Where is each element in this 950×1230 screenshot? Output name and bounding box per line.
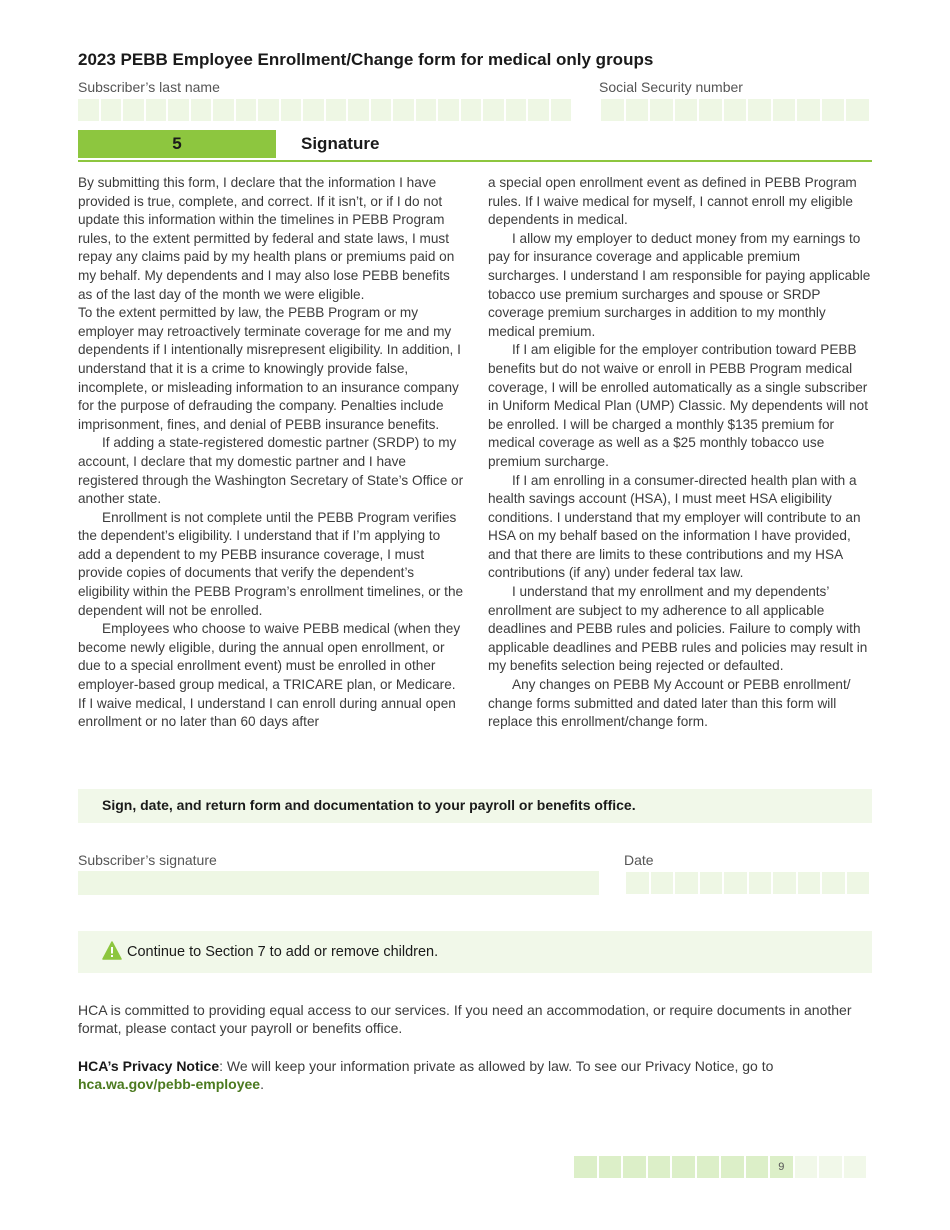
declaration-paragraph: Enrollment is not complete until the PEBB Program verifies the dependent’s eligibility. I understand that if I’m applying to add a dependent to my PEBB insurance coverage, I must provide copies of documents that verify the dependent’s eligibility within the PEBB Program’s enrollment timelines, or the dependent will not be enrolled. <box>78 509 464 618</box>
declaration-left-column <box>78 174 464 732</box>
declaration-paragraph: I understand that my enrollment and my dependents’ enrollment are subject to my adherence to all applicable deadlines and PEBB rules and policies. Failure to comply with applicable deadlines and PEBB rules and policies may result in my benefits selection being rejected or defaulted. <box>488 584 868 674</box>
accessibility-note: HCA is committed to providing equal access to our services. If you need an accommodation, or require documents in another format, please contact your payroll or benefits office. <box>78 1002 852 1036</box>
privacy-notice <box>78 1057 878 1093</box>
form-title: 2023 PEBB Employee Enrollment/Change form for medical only groups <box>78 50 654 69</box>
signature-field[interactable] <box>78 871 599 895</box>
privacy-label: HCA’s Privacy Notice <box>78 1058 220 1074</box>
sign-instruction: Sign, date, and return form and documentation to your payroll or benefits office. <box>102 797 636 813</box>
declaration-paragraph: Any changes on PEBB My Account or PEBB enrollment/ change forms submitted and dated later than this form will replace this enrollment/change form. <box>488 677 851 730</box>
declaration-paragraph: I allow my employer to deduct money from my earnings to pay for insurance coverage and applicable premium surcharges. I understand I am responsible for paying applicable tobacco use premium surcharges and spouse or SRDP coverage premium surcharges in addition to my monthly medical premium. <box>488 230 871 339</box>
declaration-paragraph: a special open enrollment event as defined in PEBB Program rules. If I waive medical for myself, I cannot enroll my eligible dependents in medical. <box>488 175 857 228</box>
sign-instruction-box <box>78 789 872 823</box>
page-indicator <box>574 1156 866 1178</box>
declaration-paragraph: If adding a state-registered domestic partner (SRDP) to my account, I declare that my domestic partner and I have registered through the Washington Secretary of State’s Office or another state. <box>78 435 464 507</box>
privacy-text: : We will keep your information private as allowed by law. To see our Privacy Notice, go to <box>219 1058 774 1074</box>
ssn-label: Social Security number <box>599 79 743 95</box>
last-name-field[interactable] <box>78 99 571 121</box>
warning-icon <box>102 941 122 960</box>
section-header <box>78 130 872 162</box>
last-name-label: Subscriber’s last name <box>78 79 220 95</box>
declaration-paragraph: Employees who choose to waive PEBB medical (when they become newly eligible, during the annual open enrollment, or due to a special enrollment event) must be enrolled in other employer-based group medical, a TRICARE plan, or Medicare. If I waive medical, I understand I can enroll during annual open enrollment or no later than 60 days after <box>78 621 461 730</box>
privacy-link[interactable]: hca.wa.gov/pebb-employee <box>78 1076 261 1092</box>
date-label: Date <box>624 852 654 868</box>
signature-label: Subscriber’s signature <box>78 852 217 868</box>
privacy-end: . <box>260 1076 264 1092</box>
declaration-paragraph: If I am enrolling in a consumer-directed health plan with a health savings account (HSA), I must meet HSA eligibility conditions. I understand that my employer will contribute to an HSA on my behalf based on the information I have provided, and that there are limits to these contributions and my HSA contributions (if any) under federal tax law. <box>488 472 861 581</box>
date-field[interactable] <box>626 872 869 894</box>
declaration-paragraph: To the extent permitted by law, the PEBB Program or my employer may retroactively terminate coverage for me and my dependents if I intentionally misrepresent eligibility. In addition, I understand that it is a crime to knowingly provide false, incomplete, or misleading information to an insurance company for the purpose of defrauding the company. Penalties include imprisonment, fines, and denial of PEBB insurance benefits. <box>78 305 461 432</box>
page-number: 9 <box>770 1156 793 1178</box>
warning-text: Continue to Section 7 to add or remove children. <box>127 944 439 960</box>
declaration-paragraph: By submitting this form, I declare that the information I have provided is true, complete, and correct. If it isn’t, or if I do not update this information within the timelines in PEBB Program rules, to the extent permitted by federal and state laws, I must repay any claims paid by my health plans or premiums paid on my behalf. My dependents and I may also lose PEBB benefits as of the last day of the month we were eligible. <box>78 175 455 302</box>
section-title: Signature <box>301 134 380 153</box>
ssn-field[interactable] <box>601 99 869 121</box>
section-number: 5 <box>78 130 276 158</box>
warning-box <box>78 931 872 973</box>
declaration-paragraph: If I am eligible for the employer contribution toward PEBB benefits but do not waive or enroll in PEBB Program medical coverage, I will be enrolled automatically as a single subscriber in Uniform Medical Plan (UMP) Classic. My dependents will not be enrolled. I will be charged a monthly $135 premium for medical coverage as well as a $25 monthly tobacco use premium surcharge. <box>488 342 869 469</box>
declaration-right-column <box>488 174 874 732</box>
